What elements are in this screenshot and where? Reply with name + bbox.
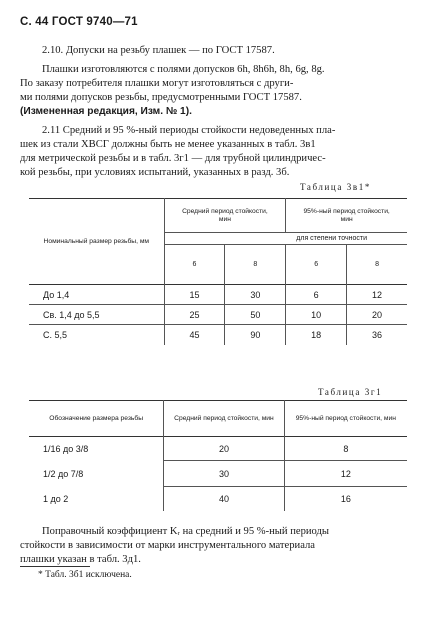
table1-cell: 50 — [225, 305, 286, 325]
table2-cell: 20 — [164, 437, 284, 461]
table1-size: С. 5,5 — [29, 325, 164, 345]
table1-cell: 45 — [164, 325, 225, 345]
paragraph-tolerance-line1: Плашки изготовляются с полями допусков 6h, 8h6h, 8h, 6g, 8g. — [42, 64, 325, 75]
table1-cell: 12 — [372, 289, 383, 300]
table2-cell: 16 — [340, 493, 351, 504]
paragraph-tolerance-line2: По заказу потребителя плашки могут изготовляться с други- — [20, 78, 294, 89]
table2-cell: 40 — [164, 487, 284, 511]
table-3g1 — [29, 400, 407, 511]
edit-note: (Измененная редакция, Изм. № 1). — [20, 106, 192, 117]
table1-cell: 15 — [164, 285, 225, 305]
table-row — [29, 305, 407, 325]
paragraph-2-11-line2: шек из стали ХВСГ должны быть не менее указанных в табл. 3в1 — [20, 139, 316, 150]
paragraph-correction-line1: Поправочный коэффициент Kᵣ на средний и 95 %-ный периоды — [42, 526, 330, 537]
table-3v1 — [29, 198, 407, 345]
table-row — [29, 325, 407, 345]
paragraph-2-11-line3: для метрической резьбы и в табл. 3г1 — для трубной цилиндричес- — [20, 153, 326, 164]
paragraph-2-11-line1: 2.11 Средний и 95 %-ный периоды стойкости недоведенных пла- — [42, 125, 336, 136]
paragraph-2-10: 2.10. Допуски на резьбу плашек — по ГОСТ 17587. — [42, 45, 275, 56]
table1-grade: 6 — [286, 245, 347, 285]
table2-cell: 12 — [284, 461, 407, 487]
paragraph-correction-line2: стойкости в зависимости от марки инструментального материала — [20, 540, 315, 551]
table2-header-size: Обозначение размера резьбы — [29, 401, 164, 437]
paragraph-correction-line3: плашки указан в табл. 3д1. — [20, 554, 141, 565]
table2-size: 1/2 до 7/8 — [29, 461, 164, 487]
table1-cell: 30 — [225, 285, 286, 305]
table-row — [29, 487, 407, 511]
table2-size: 1/16 до 3/8 — [29, 437, 164, 461]
paragraph-2-11-line4: кой резьбы, при условиях испытаний, указанных в разд. 3б. — [20, 167, 290, 178]
table1-header-mean: Средний период стойкости, мин — [164, 199, 286, 233]
table1-size: До 1,4 — [29, 285, 164, 305]
table1-grade: 8 — [225, 245, 286, 285]
table1-grade: 6 — [164, 245, 225, 285]
table-row — [29, 285, 407, 305]
table1-cell: 36 — [372, 329, 383, 340]
table1-caption: Таблица 3в1* — [300, 182, 371, 192]
table2-cell: 30 — [164, 461, 284, 487]
table1-cell: 6 — [286, 285, 347, 305]
table1-cell: 10 — [286, 305, 347, 325]
table2-header-mean: Средний период стойкости, мин — [164, 401, 284, 437]
table1-grade: 8 — [375, 261, 379, 268]
page-header: С. 44 ГОСТ 9740—71 — [20, 16, 138, 28]
footnote: * Табл. 3б1 исключена. — [38, 570, 132, 580]
table1-cell: 18 — [286, 325, 347, 345]
table-row — [29, 437, 407, 461]
table1-header-95: 95%-ный период стойкости, мин — [303, 207, 390, 223]
table2-size: 1 до 2 — [29, 487, 164, 511]
table2-header-95: 95%-ный период стойкости, мин — [295, 414, 396, 422]
table1-cell: 20 — [372, 309, 383, 320]
table1-header-size: Номинальный размер резьбы, мм — [29, 199, 164, 285]
table1-cell: 25 — [164, 305, 225, 325]
table1-header-degree: для степени точности — [296, 235, 367, 242]
table1-cell: 90 — [225, 325, 286, 345]
paragraph-tolerance-line3: ми полями допусков резьбы, предусмотренными ГОСТ 17587. — [20, 92, 302, 103]
table2-caption: Таблица 3г1 — [318, 387, 383, 397]
table1-size: Св. 1,4 до 5,5 — [29, 305, 164, 325]
table2-cell: 8 — [284, 437, 407, 461]
footnote-divider — [20, 566, 90, 567]
table-row — [29, 461, 407, 487]
